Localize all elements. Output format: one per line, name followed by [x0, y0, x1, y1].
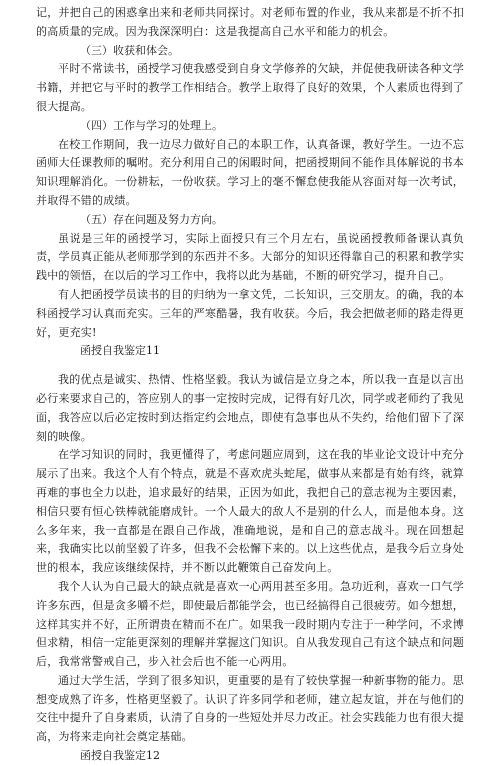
spacer: [36, 361, 464, 371]
paragraph: 记，并把自己的困惑拿出来和老师共同探讨。对老师布置的作业，我从来都是不折不扣的高质量的完成。因为我深深明白：这是我提高自己水平和能力的机会。: [36, 6, 464, 38]
paragraph: 有人把函授学员读书的目的归纳为一拿文凭，二长知识，三交朋友。的确，我的本科函授学习认真而充实。三年的严寒酷暑，我有收获。今后，我会把做老师的路走得更好，更充实!: [36, 287, 464, 339]
paragraph: 在校工作期间，我一边尽力做好自己的本职工作，认真备课，教好学生。一边不忘函师大任课教师的嘱咐。充分利用自己的闲暇时间，把函授期间不能作具体解说的书本知识理解消化。一份耕耘，一份收获。学习上的毫不懈怠使我能从容面对每一次考试，并取得不错的成绩。: [36, 137, 464, 207]
paragraph: 虽说是三年的函授学习，实际上面授只有三个月左右，虽说函授教师备课认真负责，学员真正能从老师那学到的东西并不多。大部分的知识还得靠自己的积累和教学实践中的领悟，在以后的学习工作中，我将以此为基础，不断的研究学习，提升自己。: [36, 231, 464, 283]
section-heading: （三）收获和体会。: [80, 43, 179, 57]
paragraph: 在学习知识的同时，我更懂得了，考虑问题应周到，这在我的毕业论文设计中充分展示了出来。我这个人有个特点，就是不喜欢虎头蛇尾，做事从来都是有始有终，就算再难的事也全力以赴，追求最好的结果，正因为如此，我把自己的意志视为主要因素，相信只要有恒心铁棒就能磨成针。一个人最大的敌人不是别的什么人，而是他本身。这么多年来，我一直都是在跟自己作战，准确地说，是和自己的意志战斗。现在回想起来，我确实比以前坚毅了许多，但我不会松懈下来的。以上这些优点，是我今后立身处世的根本，我应该继续保持，并不断以此鞭策自己奋发向上。: [36, 448, 464, 575]
paragraph: 我个人认为自己最大的缺点就是喜欢一心两用甚至多用。急功近利，喜欢一口气学许多东西，但是贪多嚼不烂，即使最后都能学会，也已经搞得自己很疲劳。如今想想，这样其实并不好，正所谓贵在精而不在广。如果我一段时期内专注于一种学问，不求博但求精，相信一定能更深刻的理解并掌握这门知识。自从我发现自己有这个缺点和问题后，我常常警戒自己，步入社会后也不能一心两用。: [36, 579, 464, 669]
paragraph: 平时不常读书，函授学习使我感受到自身文学修养的欠缺，并促使我研读各种文学书籍，并把它与平时的教学工作相结合。教学上取得了良好的效果，个人素质也得到了很大提高。: [36, 62, 464, 113]
section-heading: （五）存在问题及努力方向。: [80, 212, 223, 226]
paragraph: 通过大学生活，学到了很多知识，更重要的是有了较快掌握一种新事物的能力。思想变成熟了许多，性格更坚毅了。认识了许多同学和老师，建立起友谊，并在与他们的交往中提升了自身素质，认清了自身的一些短处并尽力改正。社会实践能力也有很大提高，为将来走向社会奠定基础。: [36, 673, 464, 744]
document-title: 函授自我鉴定12: [80, 749, 160, 763]
paragraph: 我的优点是诚实、热情、性格坚毅。我认为诚信是立身之本，所以我一直是以言出必行来要求自己的，答应别人的事一定按时完成，记得有好几次，同学或老师约了我见面，我答应以后必定按时到达指定约会地点，即使有急事也从不失约，给他们留下了深刻的映像。: [36, 373, 464, 443]
section-heading: （四）工作与学习的处理上。: [80, 118, 223, 132]
document-title: 函授自我鉴定11: [80, 344, 160, 358]
